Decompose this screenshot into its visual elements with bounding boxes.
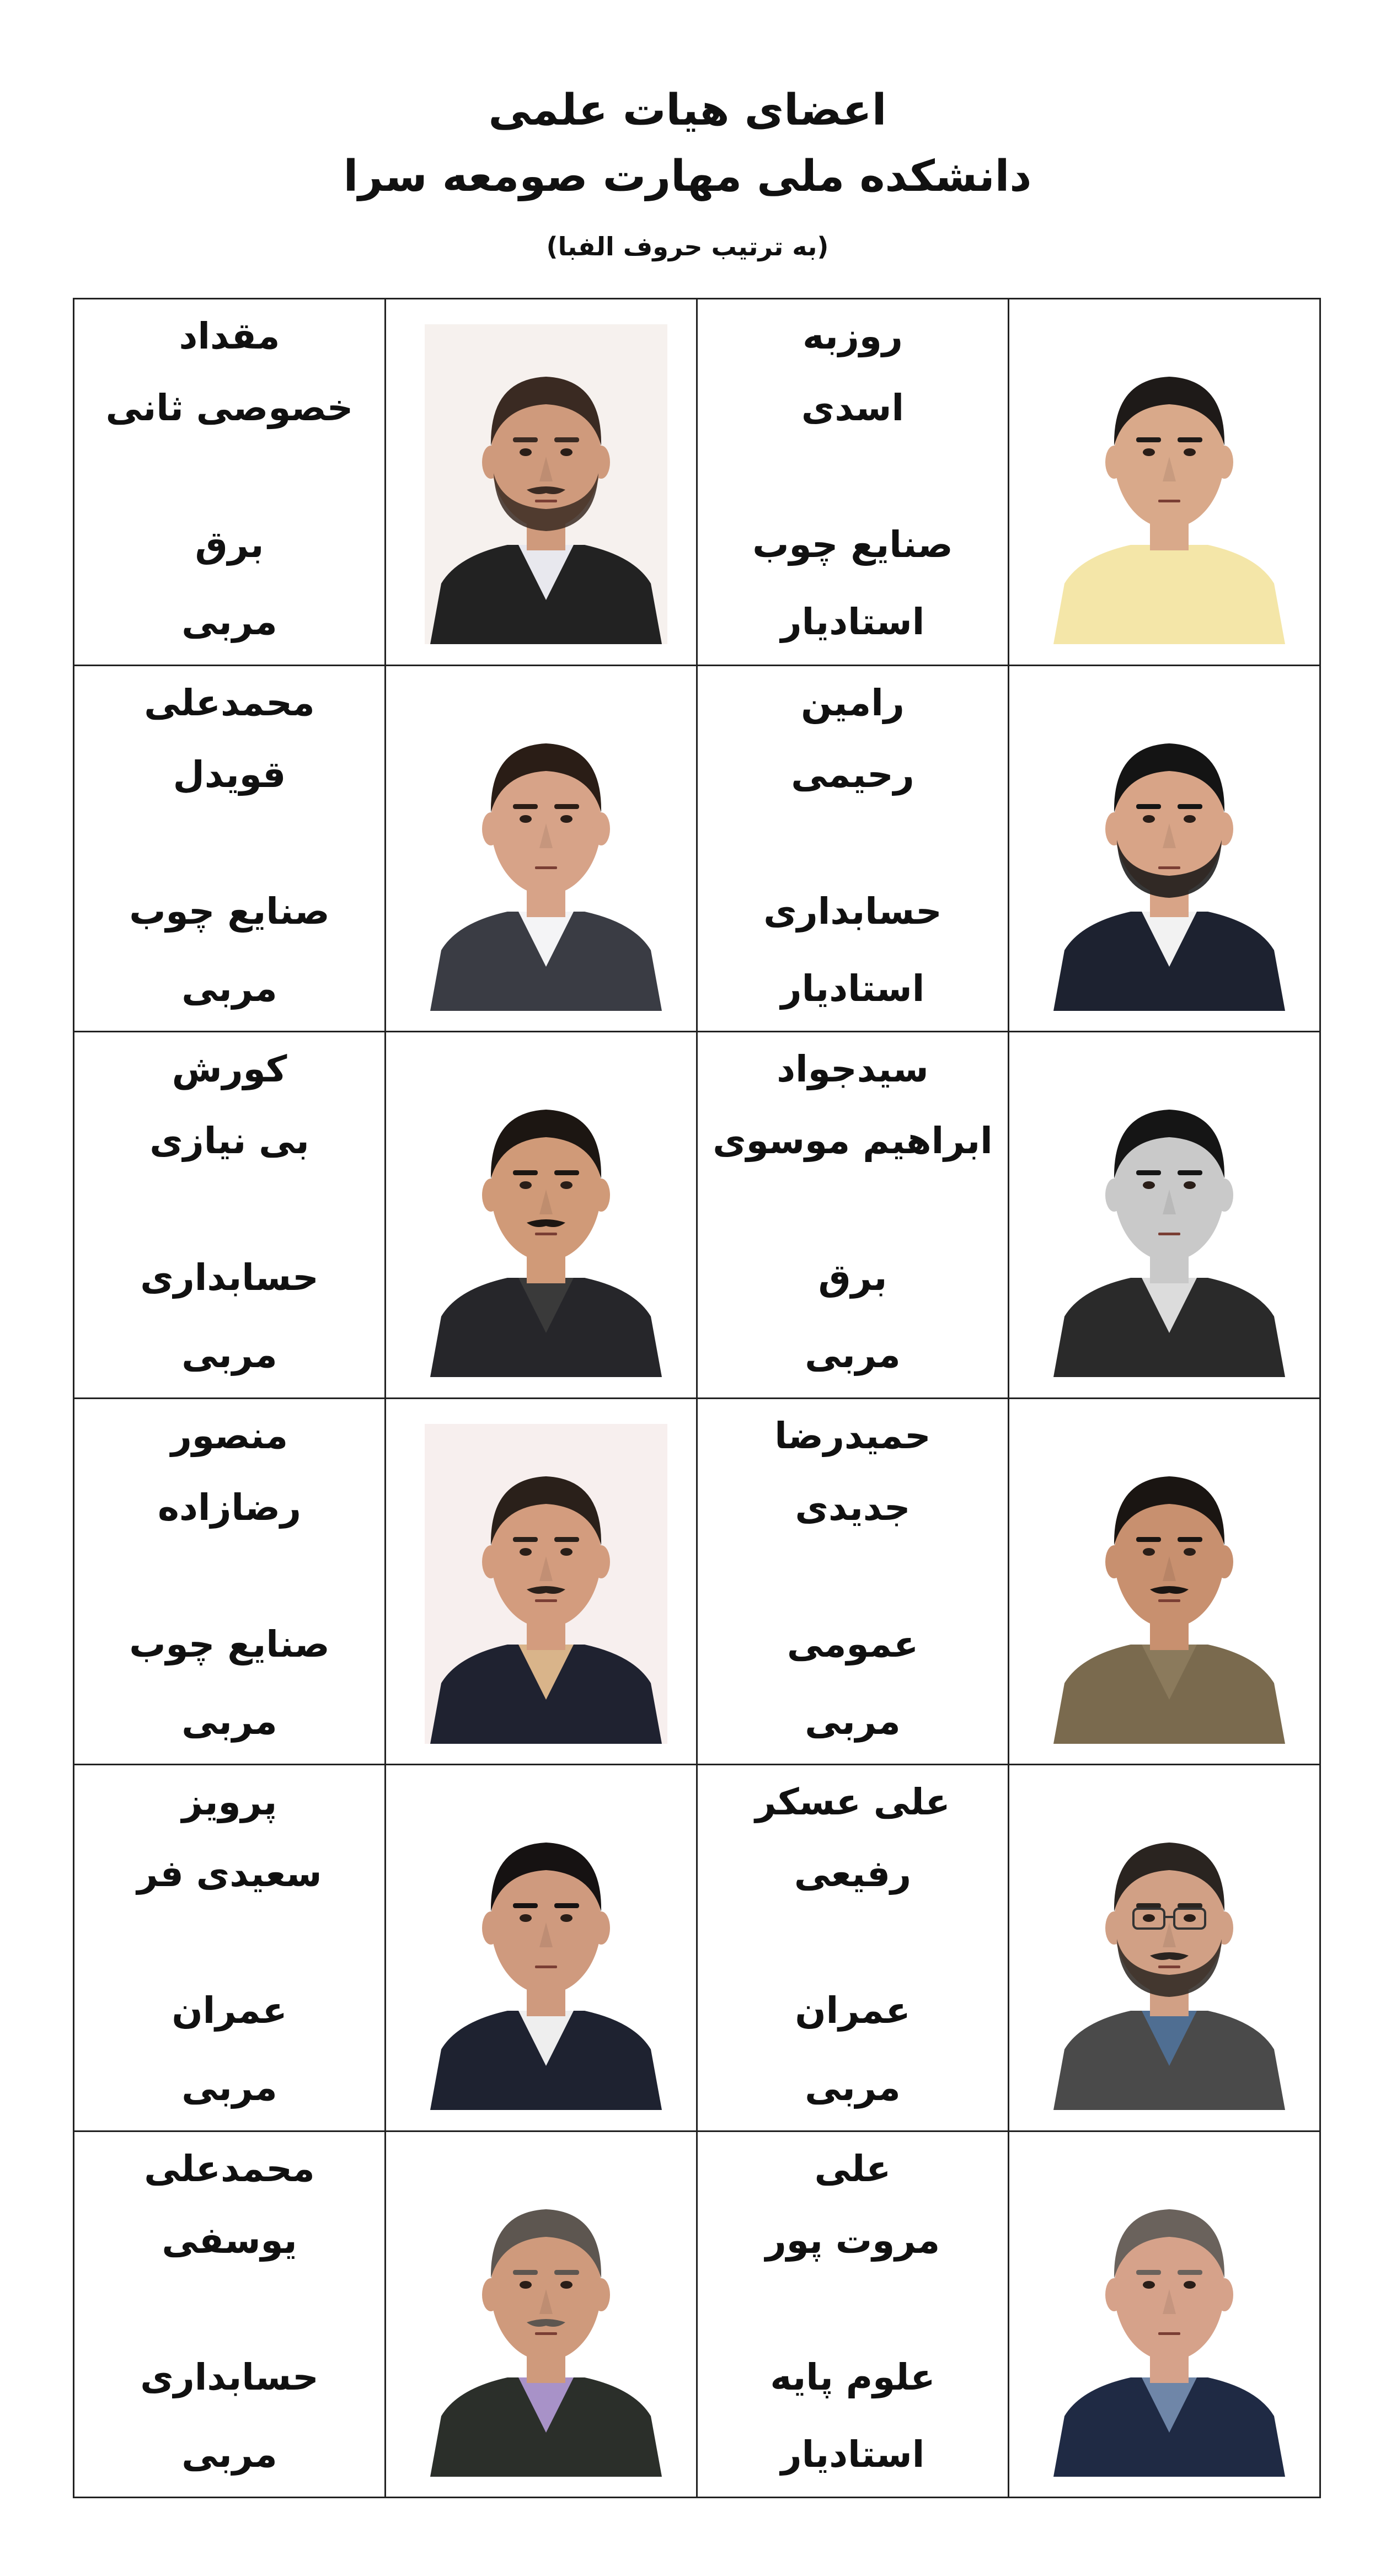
page-title-line2: دانشکده ملی مهارت صومعه سرا [343,152,1032,201]
member-department: صنایع چوب [129,890,330,933]
member-rank: استادیار [780,2433,925,2476]
member-photo-cell [386,1765,697,2132]
table-row [74,299,1320,666]
table-row [74,1765,1320,2132]
member-photo-cell [386,665,697,1032]
member-info [697,1032,1009,1399]
table-row [74,665,1320,1032]
member-last-name: بی نیازی [149,1120,309,1162]
member-portrait [1048,2157,1291,2477]
member-photo-cell [386,299,697,666]
member-rank: مربی [181,2433,277,2476]
member-last-name: رفیعی [794,1852,912,1895]
member-info [74,1765,386,2132]
member-rank: مربی [805,1700,901,1743]
member-last-name: یوسفی [162,2219,297,2262]
member-last-name: قویدل [173,753,286,796]
member-first-name: علی [814,2147,891,2190]
member-portrait [425,691,667,1011]
member-first-name: روزبه [802,315,903,357]
member-department: عمران [795,1989,911,2032]
member-info [74,665,386,1032]
member-photo-cell [1009,1765,1320,2132]
member-first-name: محمدعلی [144,681,315,724]
member-department: عمومی [787,1622,919,1665]
page-title-line1: اعضای هیات علمی [488,85,887,135]
member-first-name: رامین [801,681,905,724]
member-rank: استادیار [780,601,925,643]
member-info [74,1398,386,1765]
member-rank: مربی [181,967,277,1010]
member-first-name: سیدجواد [777,1048,929,1090]
member-portrait [1048,1790,1291,2110]
member-last-name: خصوصی ثانی [105,387,354,429]
page-subtitle: (به ترتیب حروف الفبا) [546,232,829,261]
member-photo-cell [386,2131,697,2498]
member-first-name: علی عسکر [755,1781,950,1823]
member-rank: مربی [181,2066,277,2109]
member-info [697,1765,1009,2132]
member-first-name: حمیدرضا [774,1414,931,1457]
member-info [697,2131,1009,2498]
member-last-name: رحیمی [791,753,914,796]
member-department: عمران [172,1989,287,2032]
member-info [697,665,1009,1032]
member-portrait [425,1424,667,1744]
faculty-table [73,298,1321,2498]
member-rank: مربی [181,1333,277,1376]
member-last-name: اسدی [801,387,905,429]
member-department: علوم پایه [770,2355,935,2398]
member-last-name: مروت پور [765,2219,940,2262]
member-portrait [1048,691,1291,1011]
member-rank: مربی [805,1333,901,1376]
table-row [74,1032,1320,1399]
member-portrait [1048,1057,1291,1377]
member-photo-cell [1009,299,1320,666]
member-rank: مربی [181,601,277,643]
member-last-name: رضازاده [157,1486,301,1529]
member-last-name: سعیدی فر [137,1852,322,1895]
member-info [74,299,386,666]
member-photo-cell [1009,1398,1320,1765]
member-photo-cell [1009,665,1320,1032]
member-portrait [425,324,667,644]
member-last-name: جدیدی [795,1486,911,1529]
member-portrait [425,1057,667,1377]
member-department: حسابداری [140,2355,319,2398]
member-info [697,1398,1009,1765]
member-photo-cell [1009,1032,1320,1399]
member-first-name: پرویز [181,1781,277,1823]
member-department: حسابداری [763,890,942,933]
member-department: صنایع چوب [752,523,953,566]
member-portrait [1048,324,1291,644]
member-info [74,2131,386,2498]
member-portrait [425,2157,667,2477]
member-photo-cell [1009,2131,1320,2498]
member-photo-cell [386,1032,697,1399]
member-info [74,1032,386,1399]
member-first-name: کورش [172,1048,287,1090]
member-first-name: مقداد [179,315,280,357]
member-info [697,299,1009,666]
table-row [74,1398,1320,1765]
member-portrait [425,1790,667,2110]
table-row [74,2131,1320,2498]
member-first-name: محمدعلی [144,2147,315,2190]
member-portrait [1048,1424,1291,1744]
member-department: برق [818,1256,887,1299]
member-department: حسابداری [140,1256,319,1299]
member-rank: مربی [181,1700,277,1743]
member-department: برق [195,523,264,566]
member-rank: مربی [805,2066,901,2109]
member-last-name: ابراهیم موسوی [713,1120,993,1162]
member-photo-cell [386,1398,697,1765]
member-rank: استادیار [780,967,925,1010]
member-first-name: منصور [170,1414,288,1457]
member-department: صنایع چوب [129,1622,330,1665]
